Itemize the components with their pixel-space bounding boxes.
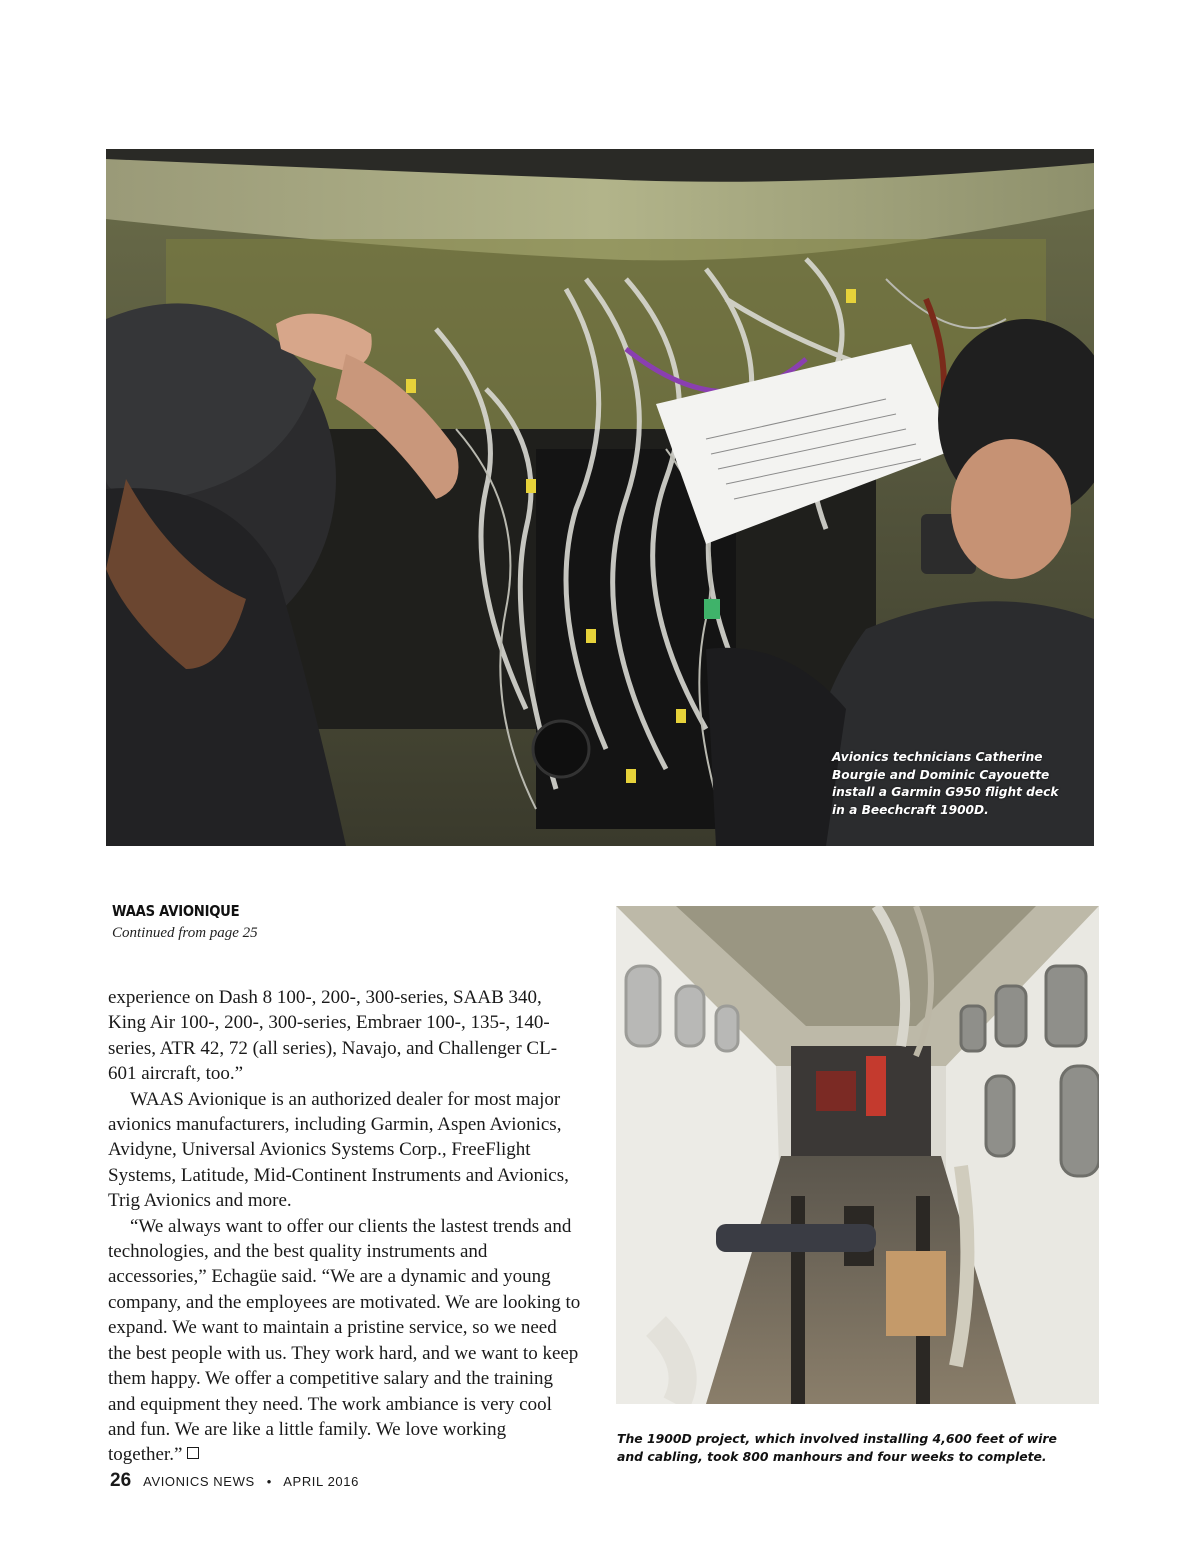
cockpit-photo-illustration: [106, 149, 1094, 846]
footer-separator: •: [266, 1474, 272, 1489]
cabin-photo-illustration: [616, 906, 1099, 1404]
end-mark-icon: [187, 1447, 199, 1459]
article-paragraph: experience on Dash 8 100-, 200-, 300-series, SAAB 340, King Air 100-, 200-, 300-series, Embraer 100-, 135-, 140-series, ATR 42, 72 (all series), Navajo, and Challenger CL-601 aircraft, too.”: [108, 987, 558, 1085]
article-body: [108, 985, 584, 1468]
publication-name: AVIONICS NEWS: [143, 1474, 255, 1489]
section-title: WAAS AVIONIQUE: [112, 902, 240, 920]
article-paragraph: WAAS Avionique is an authorized dealer for most major avionics manufacturers, including Garmin, Aspen Avionics, Avidyne, Universal Avionics Systems Corp., FreeFlight Systems, Latitude, Mid-Continent Instruments and Avionics, Trig Avionics and more.: [108, 1088, 569, 1212]
continued-note: Continued from page 25: [112, 925, 258, 941]
article-paragraph-text: “We always want to offer our clients the lastest trends and technologies, and the best quality instruments and accessories,” Echagüe said. “We are a dynamic and young company, and the employees are motivated. We are looking to expand. We want to maintain a pristine service, so we need the best people with us. They work hard, and we want to keep them happy. We offer a competitive salary and the training and equipment they need. The work ambiance is very cool and fun. We are like a little family. We love working together.”: [108, 1215, 581, 1466]
cabin-photo-caption: The 1900D project, which involved installing 4,600 feet of wire and cabling, took 800 manhours and four weeks to complete.: [617, 1431, 1057, 1464]
cockpit-photo-caption: Avionics technicians Catherine Bourgie and Dominic Cayouette install a Garmin G950 flight deck in a Beechcraft 1900D.: [832, 750, 1059, 817]
page-number: 26: [110, 1470, 132, 1491]
cockpit-photo: [106, 149, 1094, 846]
page-footer: [110, 1470, 359, 1492]
issue-date: APRIL 2016: [283, 1474, 359, 1489]
article-paragraph-last: [108, 1214, 584, 1468]
cabin-photo: [616, 906, 1099, 1404]
